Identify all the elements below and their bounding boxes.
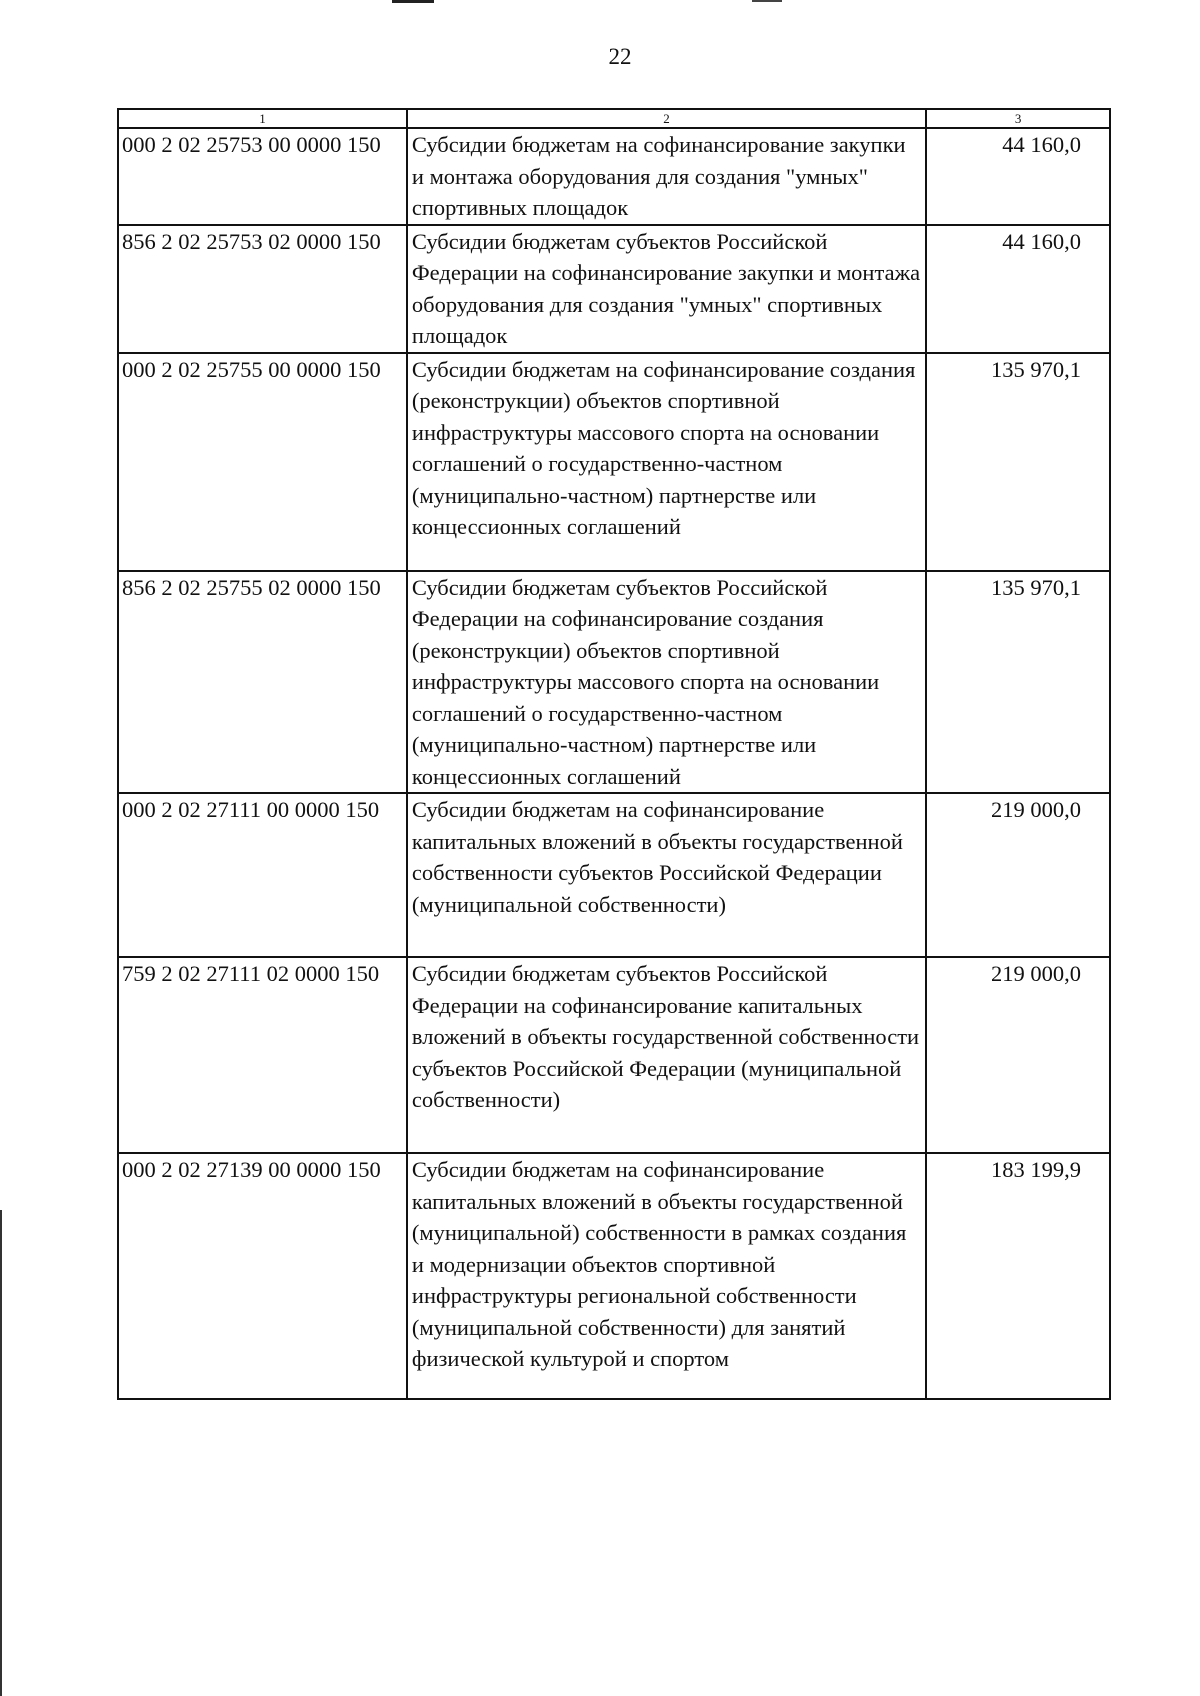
- table-row: [118, 793, 1110, 957]
- row-amount: 219 000,0: [926, 957, 1110, 1153]
- table-row: [118, 571, 1110, 794]
- table-row: [118, 353, 1110, 571]
- row-amount: 183 199,9: [926, 1153, 1110, 1399]
- budget-code: 856 2 02 25755 02 0000 150: [118, 571, 407, 794]
- scan-mark: [752, 0, 782, 2]
- table-row: [118, 1153, 1110, 1399]
- row-description: Субсидии бюджетам на софинансирование создания (реконструкции) объектов спортивной инфраструктуры массового спорта на основании соглашений о государственно-частном (муниципально-частном) партнерстве или концессионных соглашений: [407, 353, 926, 571]
- row-description: Субсидии бюджетам на софинансирование закупки и монтажа оборудования для создания "умных" спортивных площадок: [407, 128, 926, 225]
- row-description: Субсидии бюджетам субъектов Российской Федерации на софинансирование капитальных вложений в объекты государственной собственности субъектов Российской Федерации (муниципальной собственности): [407, 957, 926, 1153]
- row-description: Субсидии бюджетам на софинансирование капитальных вложений в объекты государственной (муниципальной) собственности в рамках создания и модернизации объектов спортивной инфраструктуры региональной собственности (муниципальной собственности) для занятий физической культурой и спортом: [407, 1153, 926, 1399]
- page-number: 22: [608, 44, 632, 69]
- row-description: Субсидии бюджетам субъектов Российской Федерации на софинансирование закупки и монтажа оборудования для создания "умных" спортивных площадок: [407, 225, 926, 353]
- budget-code: 856 2 02 25753 02 0000 150: [118, 225, 407, 353]
- row-description: Субсидии бюджетам на софинансирование капитальных вложений в объекты государственной собственности субъектов Российской Федерации (муниципальной собственности): [407, 793, 926, 957]
- column-header-3: 3: [926, 109, 1110, 128]
- table-row: [118, 225, 1110, 353]
- budget-code: 000 2 02 27111 00 0000 150: [118, 793, 407, 957]
- table-row: [118, 957, 1110, 1153]
- scan-mark: [392, 0, 434, 3]
- table-header-row: [118, 109, 1110, 128]
- budget-table: [117, 108, 1111, 1400]
- row-amount: 219 000,0: [926, 793, 1110, 957]
- row-amount: 135 970,1: [926, 571, 1110, 794]
- column-header-2: 2: [407, 109, 926, 128]
- column-header-1: 1: [118, 109, 407, 128]
- row-amount: 44 160,0: [926, 128, 1110, 225]
- budget-code: 000 2 02 25753 00 0000 150: [118, 128, 407, 225]
- table-row: [118, 128, 1110, 225]
- budget-code: 000 2 02 27139 00 0000 150: [118, 1153, 407, 1399]
- row-description: Субсидии бюджетам субъектов Российской Федерации на софинансирование создания (реконструкции) объектов спортивной инфраструктуры массового спорта на основании соглашений о государственно-частном (муниципально-частном) партнерстве или концессионных соглашений: [407, 571, 926, 794]
- scan-edge: [0, 1210, 2, 1696]
- row-amount: 44 160,0: [926, 225, 1110, 353]
- budget-code: 759 2 02 27111 02 0000 150: [118, 957, 407, 1153]
- budget-code: 000 2 02 25755 00 0000 150: [118, 353, 407, 571]
- row-amount: 135 970,1: [926, 353, 1110, 571]
